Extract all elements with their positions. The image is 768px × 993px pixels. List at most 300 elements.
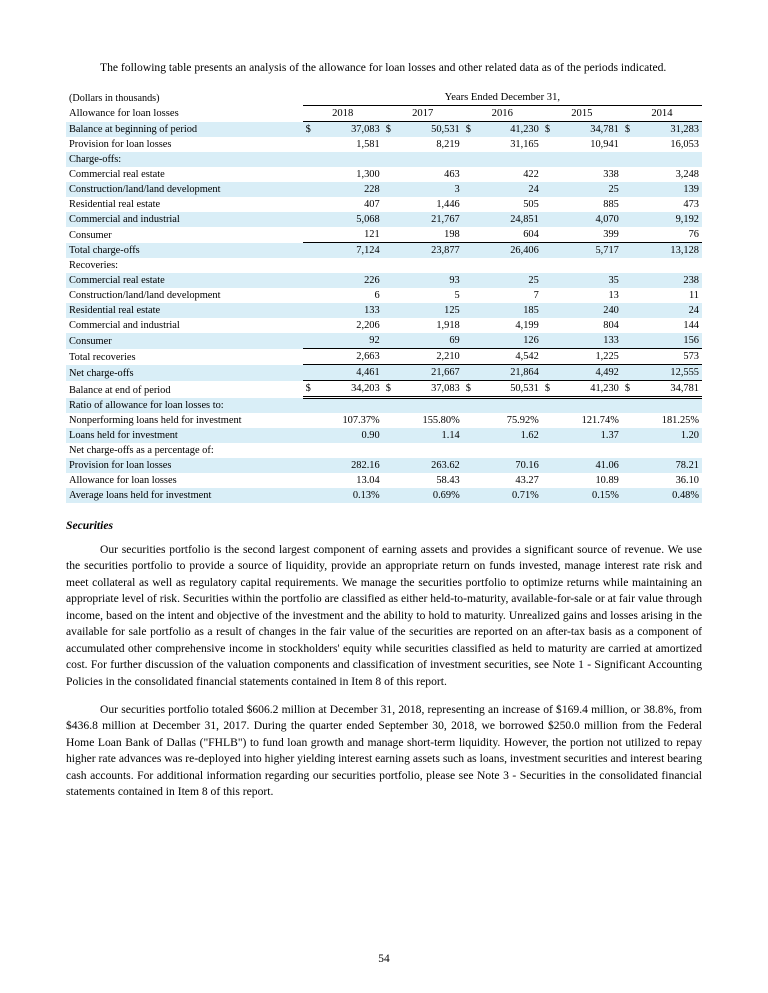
- currency-symbol: [463, 167, 480, 182]
- row-value: 4,461: [319, 365, 382, 381]
- row-value: 25: [479, 273, 541, 288]
- row-value: 121.74%: [581, 414, 619, 426]
- row-value: 1.62: [479, 428, 541, 443]
- currency-symbol: [303, 137, 320, 152]
- row-value: 107.37%: [342, 414, 380, 426]
- row-value: 0.13%: [319, 488, 382, 503]
- row-value: 505: [523, 199, 539, 211]
- currency-symbol: [463, 398, 480, 413]
- currency-symbol: [303, 243, 320, 259]
- currency-symbol: [303, 318, 320, 333]
- row-value: 2,206: [356, 320, 380, 332]
- row-value: 1,918: [436, 320, 460, 332]
- table-row: [66, 167, 702, 182]
- row-label: Provision for loan losses: [69, 139, 172, 151]
- row-value: 24,851: [479, 212, 541, 227]
- row-value: 93: [399, 273, 462, 288]
- currency-symbol: [303, 227, 320, 243]
- currency-symbol: [622, 398, 639, 413]
- row-value: 21,667: [399, 365, 462, 381]
- currency-symbol: [303, 258, 320, 273]
- row-value: 3: [399, 182, 462, 197]
- table-row: [66, 258, 702, 273]
- row-value: 125: [399, 303, 462, 318]
- currency-symbol: $: [622, 381, 639, 398]
- currency-symbol: $: [383, 381, 400, 398]
- table-row: [66, 182, 702, 197]
- row-label: Nonperforming loans held for investment: [69, 414, 242, 426]
- currency-symbol: [383, 428, 400, 443]
- row-value: 185: [479, 303, 541, 318]
- row-value: 36.10: [675, 474, 699, 486]
- currency-symbol: [622, 413, 639, 428]
- currency-symbol: [463, 333, 480, 349]
- row-value: 282.16: [319, 458, 382, 473]
- table-row: [66, 227, 702, 243]
- currency-symbol: [542, 443, 559, 458]
- row-value: 24: [479, 182, 541, 197]
- table-row: [66, 318, 702, 333]
- currency-symbol: [622, 182, 639, 197]
- row-label: Commercial real estate: [69, 169, 165, 181]
- securities-paragraph-2: Our securities portfolio totaled $606.2 million at December 31, 2018, representing an increase of $169.4 million, or 38.8%, from $436.8 million at December 31, 2017. During the quarter ended September 30, 2018, we borrowed $250.0 million from the Federal Home Loan Bank of Dallas ("FHLB") to fund loan growth and manage short-term liquidity. However, the portion not utilized to repay higher rate advances was re-deployed into higher yielding interest earning assets such as loans, investment securities and interest bearing cash accounts. For additional information regarding our securities portfolio, please see Note 3 - Securities in the consolidated financial statements contained in Item 8 of this report.: [66, 703, 702, 799]
- row-label: Average loans held for investment: [66, 488, 303, 503]
- row-value: 34,203: [319, 381, 382, 398]
- currency-symbol: [463, 243, 480, 259]
- currency-symbol: $: [622, 122, 639, 138]
- currency-symbol: [303, 413, 320, 428]
- row-value: 2,210: [399, 349, 462, 365]
- currency-symbol: [303, 152, 320, 167]
- currency-symbol: [542, 318, 559, 333]
- currency-symbol: [463, 488, 480, 503]
- table-row: [66, 137, 702, 152]
- currency-symbol: [303, 443, 320, 458]
- currency-symbol: [622, 458, 639, 473]
- row-value: 155.80%: [422, 414, 460, 426]
- intro-paragraph: The following table presents an analysis of the allowance for loan losses and other related data as of the periods indicated.: [100, 61, 667, 74]
- row-value: 338: [603, 169, 619, 181]
- currency-symbol: [542, 333, 559, 349]
- row-value: [399, 152, 462, 167]
- row-value: 198: [444, 229, 460, 241]
- row-value: 6: [374, 290, 380, 302]
- row-value: [399, 258, 462, 273]
- currency-symbol: [383, 167, 400, 182]
- table-row: [66, 398, 702, 413]
- row-value: 0.71%: [479, 488, 541, 503]
- currency-symbol: [542, 303, 559, 318]
- row-value: 25: [559, 182, 622, 197]
- row-value: 70.16: [479, 458, 541, 473]
- row-value: 422: [523, 169, 539, 181]
- currency-symbol: [383, 413, 400, 428]
- currency-symbol: [542, 398, 559, 413]
- currency-symbol: [622, 349, 639, 365]
- row-label: Balance at beginning of period: [66, 122, 303, 138]
- row-value: 23,877: [399, 243, 462, 259]
- row-label: Residential real estate: [69, 199, 161, 211]
- row-value: 12,555: [639, 365, 702, 381]
- row-value: 228: [319, 182, 382, 197]
- row-value: 37,083: [319, 122, 382, 138]
- currency-symbol: [542, 212, 559, 227]
- row-value: [399, 398, 462, 413]
- currency-symbol: [383, 333, 400, 349]
- row-value: 463: [444, 169, 460, 181]
- row-label: Commercial and industrial: [66, 212, 303, 227]
- currency-symbol: [383, 182, 400, 197]
- row-label: Total charge-offs: [66, 243, 303, 259]
- table-row: [66, 152, 702, 167]
- row-value: [479, 443, 541, 458]
- currency-symbol: [542, 152, 559, 167]
- currency-symbol: [542, 167, 559, 182]
- currency-symbol: [622, 258, 639, 273]
- row-value: 10.89: [595, 474, 619, 486]
- row-value: 1.37: [559, 428, 622, 443]
- currency-symbol: [542, 349, 559, 365]
- currency-symbol: [542, 413, 559, 428]
- row-label: Construction/land/land development: [69, 290, 221, 302]
- securities-paragraph-1: Our securities portfolio is the second largest component of earning assets and provides a significant source of revenue. We use the securities portfolio to provide a source of liquidity, provide an appropriate return on funds invested, manage interest rate risk and meet collateral as well as regulatory capital requirements. We manage the securities portfolio to optimize returns while maintaining an appropriate level of risk. Securities within the portfolio are classified as either held-to-maturity, available-for-sale or at fair value through income, based on the intent and objective of the investment and the ability to hold to maturity. Unrealized gains and losses arising in the available for sale portfolio as a result of changes in the fair value of the securities are reported on an after-tax basis as a component of accumulated other comprehensive income in stockholders' equity while securities classified as held to maturity are carried at amortized cost. For further discussion of the valuation components and classification of investment securities, see Note 1 - Significant Accounting Policies in the consolidated financial statements contained in Item 8 of this report.: [66, 542, 702, 688]
- row-label: Consumer: [69, 229, 112, 241]
- currency-symbol: [463, 365, 480, 381]
- currency-symbol: [542, 197, 559, 212]
- currency-symbol: [383, 212, 400, 227]
- row-label: Net charge-offs: [66, 365, 303, 381]
- currency-symbol: [542, 137, 559, 152]
- row-value: 156: [639, 333, 702, 349]
- currency-symbol: [622, 488, 639, 503]
- year-header-0: 2018: [303, 106, 383, 122]
- table-row: [66, 381, 702, 398]
- currency-symbol: $: [542, 381, 559, 398]
- row-value: 473: [683, 199, 699, 211]
- row-value: 1.20: [639, 428, 702, 443]
- currency-symbol: [383, 273, 400, 288]
- row-value: 21,767: [399, 212, 462, 227]
- currency-symbol: [542, 458, 559, 473]
- row-label: Commercial and industrial: [69, 320, 180, 332]
- row-value: 41,230: [479, 122, 541, 138]
- currency-symbol: [622, 288, 639, 303]
- currency-symbol: [463, 288, 480, 303]
- currency-symbol: [463, 443, 480, 458]
- table-row: [66, 303, 702, 318]
- row-value: [319, 258, 382, 273]
- currency-symbol: [303, 333, 320, 349]
- currency-symbol: [622, 212, 639, 227]
- row-value: 885: [603, 199, 619, 211]
- row-value: 139: [639, 182, 702, 197]
- currency-symbol: [303, 303, 320, 318]
- currency-symbol: [383, 365, 400, 381]
- row-value: 399: [603, 229, 619, 241]
- row-value: 13,128: [639, 243, 702, 259]
- row-value: 804: [603, 320, 619, 332]
- currency-symbol: [463, 197, 480, 212]
- currency-symbol: [383, 488, 400, 503]
- row-value: 0.15%: [559, 488, 622, 503]
- allowance-for-loan-losses-table: [66, 90, 702, 503]
- row-value: 13: [608, 290, 619, 302]
- currency-symbol: [622, 473, 639, 488]
- years-header: Years Ended December 31,: [303, 90, 702, 106]
- table-row: [66, 473, 702, 488]
- currency-symbol: [383, 152, 400, 167]
- row-label: Residential real estate: [66, 303, 303, 318]
- currency-symbol: [622, 167, 639, 182]
- row-value: 34,781: [639, 381, 702, 398]
- currency-symbol: [622, 303, 639, 318]
- row-value: 13.04: [356, 474, 380, 486]
- row-label: Commercial real estate: [66, 273, 303, 288]
- row-value: [399, 443, 462, 458]
- currency-symbol: [463, 152, 480, 167]
- currency-symbol: [463, 349, 480, 365]
- page-number: 54: [378, 953, 390, 965]
- table-row: [66, 288, 702, 303]
- row-value: 181.25%: [661, 414, 699, 426]
- currency-symbol: [383, 227, 400, 243]
- currency-symbol: [463, 303, 480, 318]
- row-value: 69: [399, 333, 462, 349]
- row-label: Balance at end of period: [69, 384, 171, 396]
- currency-symbol: [622, 428, 639, 443]
- currency-symbol: $: [463, 381, 480, 398]
- table-row: [66, 428, 702, 443]
- currency-symbol: [303, 182, 320, 197]
- currency-symbol: $: [463, 122, 480, 138]
- row-value: [639, 152, 702, 167]
- row-value: 1,225: [559, 349, 622, 365]
- currency-symbol: [542, 473, 559, 488]
- row-value: [639, 258, 702, 273]
- currency-symbol: [383, 349, 400, 365]
- currency-symbol: [622, 318, 639, 333]
- row-label: Loans held for investment: [66, 428, 303, 443]
- row-value: [319, 152, 382, 167]
- row-value: 1,446: [436, 199, 460, 211]
- currency-symbol: [303, 428, 320, 443]
- year-header-2: 2016: [463, 106, 542, 122]
- row-value: [639, 398, 702, 413]
- currency-symbol: [463, 137, 480, 152]
- row-label: Construction/land/land development: [66, 182, 303, 197]
- row-value: 226: [319, 273, 382, 288]
- row-label: Total recoveries: [69, 351, 136, 363]
- row-value: [479, 152, 541, 167]
- row-value: 407: [364, 199, 380, 211]
- currency-symbol: [622, 227, 639, 243]
- row-value: 50,531: [479, 381, 541, 398]
- currency-symbol: [383, 458, 400, 473]
- table-row: [66, 443, 702, 458]
- table-row: [66, 212, 702, 227]
- currency-symbol: [622, 243, 639, 259]
- row-value: 2,663: [319, 349, 382, 365]
- currency-symbol: [303, 288, 320, 303]
- row-value: 5: [454, 290, 460, 302]
- table-row: [66, 413, 702, 428]
- row-value: 78.21: [639, 458, 702, 473]
- currency-symbol: [463, 182, 480, 197]
- currency-symbol: [383, 288, 400, 303]
- currency-symbol: [463, 318, 480, 333]
- row-value: 7: [533, 290, 539, 302]
- currency-symbol: $: [542, 122, 559, 138]
- currency-symbol: [303, 398, 320, 413]
- row-value: 0.48%: [639, 488, 702, 503]
- row-label: Charge-offs:: [66, 152, 303, 167]
- currency-symbol: [303, 365, 320, 381]
- currency-symbol: [383, 318, 400, 333]
- currency-symbol: [383, 197, 400, 212]
- currency-symbol: [463, 458, 480, 473]
- row-value: 238: [639, 273, 702, 288]
- currency-symbol: [383, 443, 400, 458]
- row-value: 26,406: [479, 243, 541, 259]
- row-value: 43.27: [515, 474, 539, 486]
- table-row: [66, 349, 702, 365]
- row-value: 76: [688, 229, 699, 241]
- row-value: 0.69%: [399, 488, 462, 503]
- table-row: [66, 488, 702, 503]
- row-value: 4,492: [559, 365, 622, 381]
- row-value: 133: [559, 333, 622, 349]
- row-label: Consumer: [66, 333, 303, 349]
- year-header-3: 2015: [542, 106, 622, 122]
- row-value: 11: [688, 290, 699, 302]
- row-value: [479, 398, 541, 413]
- row-value: [559, 398, 622, 413]
- currency-symbol: [303, 488, 320, 503]
- row-value: 58.43: [436, 474, 460, 486]
- row-value: 9,192: [639, 212, 702, 227]
- row-value: [559, 258, 622, 273]
- row-value: 4,199: [515, 320, 539, 332]
- table-row: [66, 458, 702, 473]
- row-value: 34,781: [559, 122, 622, 138]
- row-value: 50,531: [399, 122, 462, 138]
- row-value: [559, 443, 622, 458]
- currency-symbol: $: [383, 122, 400, 138]
- currency-symbol: $: [303, 381, 320, 398]
- row-value: 604: [523, 229, 539, 241]
- currency-symbol: [542, 182, 559, 197]
- currency-symbol: [303, 212, 320, 227]
- row-value: 263.62: [399, 458, 462, 473]
- row-value: 573: [639, 349, 702, 365]
- row-label: Recoveries:: [69, 260, 119, 272]
- table-row: [66, 197, 702, 212]
- row-value: 5,068: [319, 212, 382, 227]
- currency-symbol: [542, 365, 559, 381]
- row-value: 1,300: [356, 169, 380, 181]
- currency-symbol: [542, 227, 559, 243]
- row-value: 92: [319, 333, 382, 349]
- currency-symbol: [383, 137, 400, 152]
- currency-symbol: [622, 273, 639, 288]
- row-value: 7,124: [319, 243, 382, 259]
- row-value: 240: [559, 303, 622, 318]
- row-value: 133: [319, 303, 382, 318]
- row-value: 35: [559, 273, 622, 288]
- row-value: 121: [364, 229, 380, 241]
- currency-symbol: [383, 303, 400, 318]
- currency-symbol: [303, 197, 320, 212]
- row-value: 0.90: [319, 428, 382, 443]
- currency-symbol: [383, 473, 400, 488]
- row-value: 126: [479, 333, 541, 349]
- currency-symbol: [303, 273, 320, 288]
- table-units-row: [66, 90, 702, 106]
- row-value: 10,941: [590, 139, 619, 151]
- row-value: 8,219: [436, 139, 460, 151]
- currency-symbol: [303, 458, 320, 473]
- units-note: (Dollars in thousands): [69, 92, 160, 104]
- row-value: 24: [639, 303, 702, 318]
- row-value: 37,083: [399, 381, 462, 398]
- row-value: 75.92%: [506, 414, 539, 426]
- table-row: [66, 333, 702, 349]
- row-value: 41.06: [559, 458, 622, 473]
- table-row: [66, 122, 702, 138]
- currency-symbol: [622, 443, 639, 458]
- currency-symbol: [622, 137, 639, 152]
- row-label: Provision for loan losses: [66, 458, 303, 473]
- currency-symbol: [622, 365, 639, 381]
- currency-symbol: [463, 413, 480, 428]
- currency-symbol: [542, 288, 559, 303]
- row-value: 144: [683, 320, 699, 332]
- currency-symbol: [463, 273, 480, 288]
- currency-symbol: [542, 428, 559, 443]
- currency-symbol: [303, 473, 320, 488]
- row-value: 41,230: [559, 381, 622, 398]
- table-row: [66, 273, 702, 288]
- currency-symbol: [463, 258, 480, 273]
- row-label: Ratio of allowance for loan losses to:: [66, 398, 303, 413]
- table-row: [66, 365, 702, 381]
- table-row: [66, 243, 702, 259]
- row-value: 1.14: [399, 428, 462, 443]
- currency-symbol: [622, 152, 639, 167]
- table-column-header-row: [66, 106, 702, 122]
- row-label: Allowance for loan losses: [69, 474, 177, 486]
- row-value: 31,165: [510, 139, 539, 151]
- currency-symbol: [542, 243, 559, 259]
- row-value: 3,248: [675, 169, 699, 181]
- currency-symbol: [383, 398, 400, 413]
- row-value: 4,542: [479, 349, 541, 365]
- currency-symbol: [303, 167, 320, 182]
- currency-symbol: $: [303, 122, 320, 138]
- year-header-4: 2014: [622, 106, 702, 122]
- currency-symbol: [542, 273, 559, 288]
- currency-symbol: [463, 428, 480, 443]
- currency-symbol: [303, 349, 320, 365]
- row-value: [559, 152, 622, 167]
- currency-symbol: [542, 258, 559, 273]
- currency-symbol: [383, 243, 400, 259]
- row-value: [319, 443, 382, 458]
- row-value: [479, 258, 541, 273]
- row-label: Net charge-offs as a percentage of:: [69, 444, 214, 456]
- currency-symbol: [463, 212, 480, 227]
- currency-symbol: [463, 227, 480, 243]
